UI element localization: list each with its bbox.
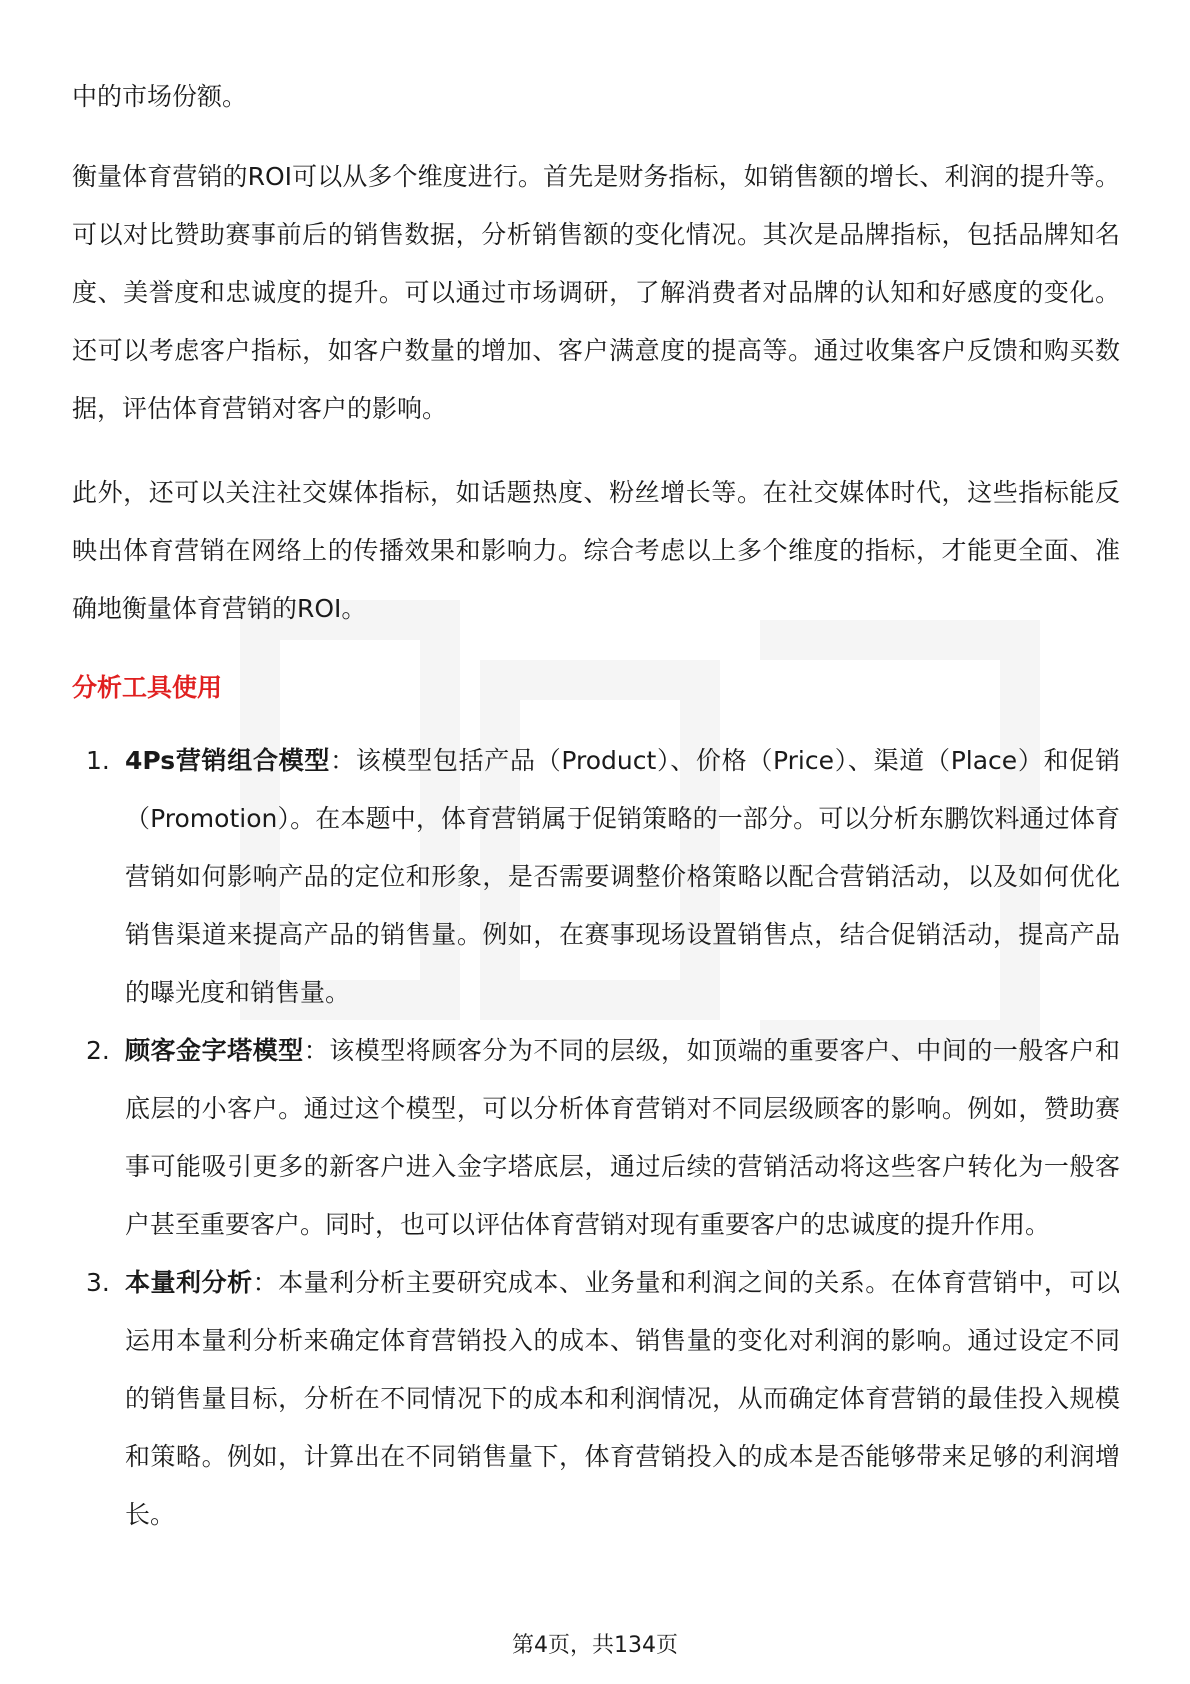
- list-item-text: ：该模型包括产品（Product）、价格（Price）、渠道（Place）和促销（Promotion）。在本题中，体育营销属于促销策略的一部分。可以分析东鹏饮料通过体育营销如何影响产品的定位和形象，是否需要调整价格策略以配合营销活动，以及如何优化销售渠道来提高产品的销售量。例如，在赛事现场设置销售点，结合促销活动，提高产品的曝光度和销售量。: [125, 746, 1120, 1007]
- list-item-term: 4Ps营销组合模型: [125, 746, 331, 775]
- list-item-text: ：该模型将顾客分为不同的层级，如顶端的重要客户、中间的一般客户和底层的小客户。通过这个模型，可以分析体育营销对不同层级顾客的影响。例如，赞助赛事可能吸引更多的新客户进入金字塔底层，通过后续的营销活动将这些客户转化为一般客户甚至重要客户。同时，也可以评估体育营销对现有重要客户的忠诚度的提升作用。: [125, 1036, 1120, 1239]
- list-item-text: ：本量利分析主要研究成本、业务量和利润之间的关系。在体育营销中，可以运用本量利分析来确定体育营销投入的成本、销售量的变化对利润的影响。通过设定不同的销售量目标，分析在不同情况下的成本和利润情况，从而确定体育营销的最佳投入规模和策略。例如，计算出在不同销售量下，体育营销投入的成本是否能够带来足够的利润增长。: [125, 1268, 1120, 1529]
- list-item-number: 2.: [86, 1036, 110, 1065]
- list-item: [72, 732, 1120, 1022]
- page-content: [72, 68, 1120, 1544]
- list-item-term: 本量利分析: [125, 1268, 253, 1297]
- paragraph-roi-dimensions: 衡量体育营销的ROI可以从多个维度进行。首先是财务指标，如销售额的增长、利润的提升等。可以对比赞助赛事前后的销售数据，分析销售额的变化情况。其次是品牌指标，包括品牌知名度、美誉度和忠诚度的提升。可以通过市场调研，了解消费者对品牌的认知和好感度的变化。还可以考虑客户指标，如客户数量的增加、客户满意度的提高等。通过收集客户反馈和购买数据，评估体育营销对客户的影响。: [72, 162, 1120, 423]
- list-item: [72, 1254, 1120, 1544]
- paragraph-continuation: 中的市场份额。: [72, 82, 248, 111]
- list-item-term: 顾客金字塔模型: [125, 1036, 304, 1065]
- list-item-number: 3.: [86, 1268, 110, 1297]
- section-title: 分析工具使用: [72, 673, 223, 702]
- list-item: [72, 1022, 1120, 1254]
- paragraph-social-media: 此外，还可以关注社交媒体指标，如话题热度、粉丝增长等。在社交媒体时代，这些指标能反映出体育营销在网络上的传播效果和影响力。综合考虑以上多个维度的指标，才能更全面、准确地衡量体育营销的ROI。: [72, 478, 1120, 623]
- list-item-number: 1.: [86, 746, 110, 775]
- page-footer: 第4页，共134页: [512, 1633, 678, 1658]
- analysis-tool-list: [72, 732, 1120, 1544]
